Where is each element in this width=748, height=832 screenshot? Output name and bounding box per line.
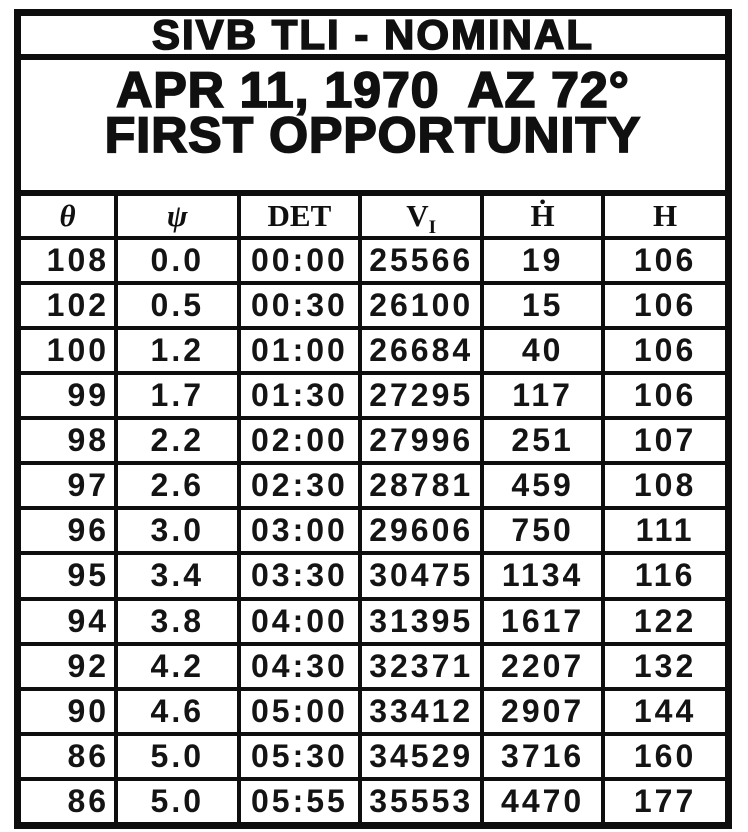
- table-cell: 459: [482, 463, 603, 508]
- table-cell: 1617: [482, 599, 603, 644]
- table-cell: 04:00: [239, 599, 361, 644]
- table-cell: 122: [603, 599, 725, 644]
- velocity-subscript: I: [428, 217, 437, 238]
- table-cell: 0.5: [116, 283, 238, 328]
- table-cell: 5.0: [116, 734, 238, 779]
- table-cell: 31395: [360, 599, 482, 644]
- header-psi: [116, 196, 238, 238]
- table-cell: 00:00: [239, 238, 361, 283]
- table-cell: 95: [21, 553, 116, 598]
- table-cell: 05:55: [239, 779, 361, 822]
- table-cell: 2.2: [116, 418, 238, 463]
- table-cell: 107: [603, 418, 725, 463]
- header-det: [239, 196, 361, 238]
- table-cell: 4.2: [116, 644, 238, 689]
- table-cell: 86: [21, 734, 116, 779]
- table-cell: 99: [21, 373, 116, 418]
- table-cell: 108: [21, 238, 116, 283]
- table-cell: 2.6: [116, 463, 238, 508]
- table-cell: 0.0: [116, 238, 238, 283]
- table-cell: 2907: [482, 689, 603, 734]
- h-dot-symbol: Ḣ: [530, 198, 555, 233]
- table-cell: 33412: [360, 689, 482, 734]
- table-cell: 106: [603, 373, 725, 418]
- table-cell: 102: [21, 283, 116, 328]
- table-cell: 3.0: [116, 508, 238, 553]
- table-row: [21, 553, 725, 598]
- table-cell: 34529: [360, 734, 482, 779]
- table-cell: 27295: [360, 373, 482, 418]
- table-cell: 116: [603, 553, 725, 598]
- table-cell: 40: [482, 328, 603, 373]
- table-row: [21, 418, 725, 463]
- table-cell: 111: [603, 508, 725, 553]
- table-cell: 26684: [360, 328, 482, 373]
- table-cell: 132: [603, 644, 725, 689]
- tli-data-table: [21, 196, 725, 822]
- header-row: [21, 196, 725, 238]
- table-row: [21, 238, 725, 283]
- title-box: [21, 11, 725, 60]
- table-cell: 100: [21, 328, 116, 373]
- table-row: [21, 779, 725, 822]
- table-cell: 144: [603, 689, 725, 734]
- table-cell: 96: [21, 508, 116, 553]
- table-cell: 27996: [360, 418, 482, 463]
- table-cell: 2207: [482, 644, 603, 689]
- table-row: [21, 328, 725, 373]
- table-cell: 35553: [360, 779, 482, 822]
- header-inertial-velocity: [360, 196, 482, 238]
- table-cell: 25566: [360, 238, 482, 283]
- table-cell: 86: [21, 779, 116, 822]
- theta-symbol: θ: [59, 198, 76, 233]
- table-cell: 03:30: [239, 553, 361, 598]
- psi-symbol: ψ: [166, 198, 188, 233]
- table-row: [21, 689, 725, 734]
- table-cell: 98: [21, 418, 116, 463]
- table-cell: 94: [21, 599, 116, 644]
- table-row: [21, 283, 725, 328]
- table-row: [21, 508, 725, 553]
- table-cell: 01:30: [239, 373, 361, 418]
- header-theta: [21, 196, 116, 238]
- table-cell: 750: [482, 508, 603, 553]
- table-cell: 03:00: [239, 508, 361, 553]
- table-cell: 106: [603, 283, 725, 328]
- table-row: [21, 463, 725, 508]
- table-cell: 177: [603, 779, 725, 822]
- table-row: [21, 644, 725, 689]
- table-cell: 97: [21, 463, 116, 508]
- table-cell: 3716: [482, 734, 603, 779]
- table-cell: 251: [482, 418, 603, 463]
- table-row: [21, 734, 725, 779]
- table-cell: 5.0: [116, 779, 238, 822]
- table-cell: 1134: [482, 553, 603, 598]
- table-cell: 3.8: [116, 599, 238, 644]
- det-label: DET: [267, 198, 332, 233]
- table-cell: 106: [603, 238, 725, 283]
- table-cell: 30475: [360, 553, 482, 598]
- table-cell: 1.7: [116, 373, 238, 418]
- table-cell: 92: [21, 644, 116, 689]
- velocity-symbol: V: [406, 198, 429, 233]
- table-cell: 106: [603, 328, 725, 373]
- table-cell: 05:00: [239, 689, 361, 734]
- h-symbol: H: [653, 198, 678, 233]
- subtitle-box: [21, 60, 725, 196]
- table-cell: 3.4: [116, 553, 238, 598]
- table-cell: 04:30: [239, 644, 361, 689]
- table-cell: 01:00: [239, 328, 361, 373]
- table-cell: 05:30: [239, 734, 361, 779]
- tli-cue-card: [14, 9, 732, 829]
- table-row: [21, 599, 725, 644]
- table-cell: 29606: [360, 508, 482, 553]
- table-cell: 15: [482, 283, 603, 328]
- table-cell: 160: [603, 734, 725, 779]
- table-cell: 32371: [360, 644, 482, 689]
- table-cell: 108: [603, 463, 725, 508]
- table-cell: 26100: [360, 283, 482, 328]
- table-body: [21, 238, 725, 822]
- table-cell: 02:00: [239, 418, 361, 463]
- table-cell: 1.2: [116, 328, 238, 373]
- table-cell: 90: [21, 689, 116, 734]
- table-cell: 117: [482, 373, 603, 418]
- table-cell: 28781: [360, 463, 482, 508]
- card-title: SIVB TLI - NOMINAL: [152, 11, 594, 58]
- table-cell: 19: [482, 238, 603, 283]
- header-altitude-rate: [482, 196, 603, 238]
- table-cell: 4.6: [116, 689, 238, 734]
- table-cell: 02:30: [239, 463, 361, 508]
- table-cell: 4470: [482, 779, 603, 822]
- subtitle-date-azimuth: APR 11, 1970 AZ 72°: [116, 62, 630, 118]
- table-cell: 00:30: [239, 283, 361, 328]
- table-row: [21, 373, 725, 418]
- subtitle-opportunity: FIRST OPPORTUNITY: [104, 107, 642, 163]
- header-altitude: [603, 196, 725, 238]
